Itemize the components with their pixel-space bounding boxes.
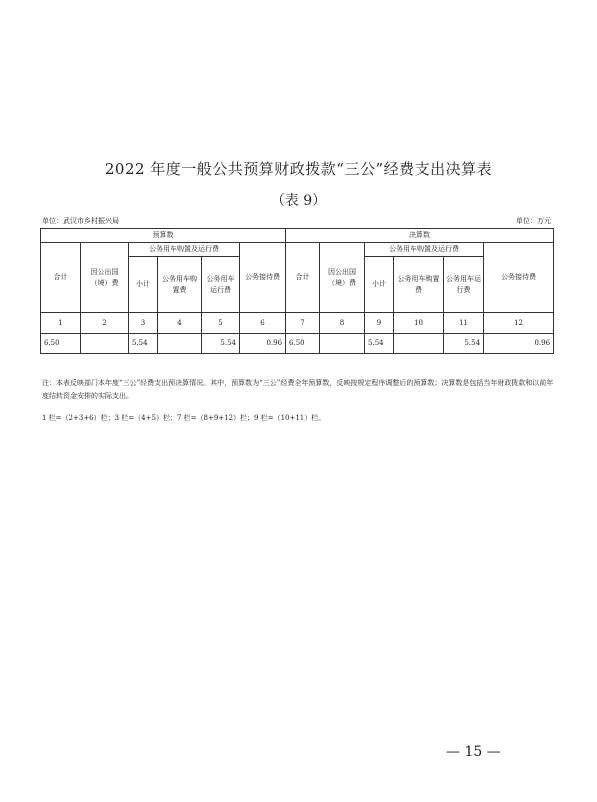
value-subtotal-final: 5.54 — [365, 334, 394, 354]
table-number: （表 9） — [270, 193, 327, 209]
column-number: 4 — [158, 313, 202, 334]
header-vehicle-run-final: 公务用车运行费 — [444, 257, 484, 313]
column-number: 12 — [484, 313, 554, 334]
column-number: 2 — [81, 313, 129, 334]
header-budget: 预算数 — [41, 229, 286, 243]
column-number: 10 — [394, 313, 444, 334]
header-subtotal-budget: 小计 — [129, 257, 158, 313]
column-number-row — [41, 313, 554, 334]
header-vehicle-final: 公务用车购置及运行费 — [365, 243, 484, 257]
header-total-final: 合计 — [286, 243, 320, 313]
table-note: 注：本表反映部门本年度“三公”经费支出预决算情况。其中，预算数为“三公”经费全年预算数，反映按规定程序调整后的预算数；决算数是包括当年财政拨款和以前年度结转资金安排的实际支出。 — [42, 379, 554, 400]
value-vehicle-buy-final — [394, 334, 444, 354]
unit-organization: 单位：武汉市乡村振兴局 — [42, 217, 119, 225]
unit-currency: 单位：万元 — [516, 217, 551, 225]
header-abroad-final: 因公出国（境）费 — [320, 243, 365, 313]
value-reception-final: 0.96 — [484, 334, 554, 354]
column-number: 5 — [202, 313, 240, 334]
column-number: 11 — [444, 313, 484, 334]
value-abroad-final — [320, 334, 365, 354]
header-vehicle-buy-budget: 公务用车购置费 — [158, 257, 202, 313]
header-row-subgroups — [41, 243, 554, 257]
header-subtotal-final: 小计 — [365, 257, 394, 313]
column-number: 3 — [129, 313, 158, 334]
value-vehicle-run-final: 5.54 — [444, 334, 484, 354]
page-number: — 15 — — [446, 744, 501, 760]
header-reception-final: 公务接待费 — [484, 243, 554, 313]
value-total-budget: 6.50 — [41, 334, 81, 354]
column-formula: 1 栏=（2+3+6）栏；3 栏=（4+5）栏；7 栏=（8+9+12）栏；9 栏=（10+11）栏。 — [42, 414, 326, 422]
value-vehicle-run-budget: 5.54 — [202, 334, 240, 354]
header-vehicle-budget: 公务用车购置及运行费 — [129, 243, 240, 257]
header-final: 决算数 — [286, 229, 554, 243]
value-subtotal-budget: 5.54 — [129, 334, 158, 354]
column-number: 8 — [320, 313, 365, 334]
header-reception-budget: 公务接待费 — [240, 243, 286, 313]
value-total-final: 6.50 — [286, 334, 320, 354]
value-reception-budget: 0.96 — [240, 334, 286, 354]
header-vehicle-buy-final: 公务用车购置费 — [394, 257, 444, 313]
three-public-expense-table — [40, 228, 554, 354]
header-row-groups — [41, 229, 554, 243]
value-vehicle-buy-budget — [158, 334, 202, 354]
column-number: 9 — [365, 313, 394, 334]
page-title: 2022 年度一般公共预算财政拨款“三公”经费支出决算表 — [104, 160, 493, 178]
column-number: 1 — [41, 313, 81, 334]
header-vehicle-run-budget: 公务用车运行费 — [202, 257, 240, 313]
column-number: 7 — [286, 313, 320, 334]
header-total-budget: 合计 — [41, 243, 81, 313]
value-abroad-budget — [81, 334, 129, 354]
column-number: 6 — [240, 313, 286, 334]
value-row — [41, 334, 554, 354]
header-abroad-budget: 因公出国（境）费 — [81, 243, 129, 313]
